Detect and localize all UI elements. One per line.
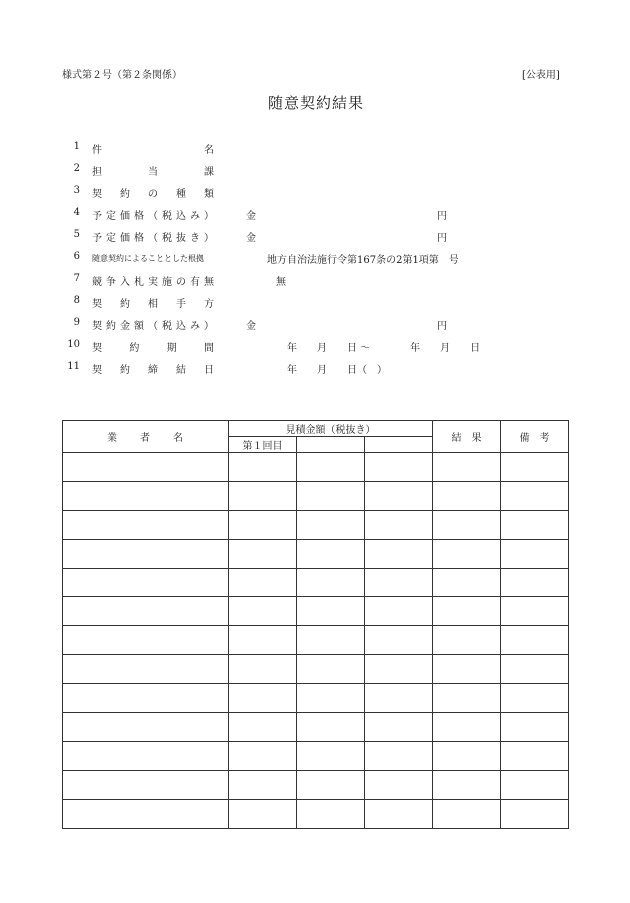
contract-item-row bbox=[0, 317, 630, 335]
table-row bbox=[63, 655, 569, 684]
table-cell bbox=[63, 510, 229, 539]
item-number: 9 bbox=[73, 317, 80, 328]
header-result: 結 果 bbox=[433, 421, 501, 453]
table-cell bbox=[297, 539, 365, 568]
table-cell bbox=[433, 510, 501, 539]
table-cell bbox=[229, 597, 297, 626]
table-cell bbox=[229, 453, 297, 482]
contract-item-row bbox=[0, 361, 630, 379]
table-cell bbox=[297, 741, 365, 770]
table-cell bbox=[297, 799, 365, 828]
table-cell bbox=[63, 713, 229, 742]
table-cell bbox=[365, 713, 433, 742]
table-cell bbox=[297, 626, 365, 655]
table-cell bbox=[365, 684, 433, 713]
public-use-label: [公表用] bbox=[522, 70, 560, 81]
table-row bbox=[63, 626, 569, 655]
table-cell bbox=[297, 481, 365, 510]
table-cell bbox=[229, 684, 297, 713]
table-row bbox=[63, 684, 569, 713]
table-cell bbox=[63, 799, 229, 828]
table-cell bbox=[229, 713, 297, 742]
header-vendor: 業 者 名 bbox=[63, 421, 229, 453]
table-cell bbox=[365, 741, 433, 770]
item-number: 6 bbox=[73, 251, 80, 262]
item-value: 地方自治法施行令第167条の2第1項第 号 bbox=[267, 255, 459, 266]
table-cell bbox=[229, 799, 297, 828]
table-cell bbox=[433, 626, 501, 655]
table-cell bbox=[433, 568, 501, 597]
form-number: 様式第２号（第２条関係） bbox=[62, 70, 182, 81]
table-row bbox=[63, 481, 569, 510]
table-cell bbox=[297, 510, 365, 539]
table-cell bbox=[365, 597, 433, 626]
table-cell bbox=[501, 481, 569, 510]
item-number: 10 bbox=[67, 339, 80, 350]
contract-item-row bbox=[0, 295, 630, 313]
table-cell bbox=[297, 713, 365, 742]
table-cell bbox=[501, 568, 569, 597]
table-cell bbox=[365, 510, 433, 539]
item-unit: 円 bbox=[437, 321, 447, 332]
item-label: 契 約 締 結 日 bbox=[92, 365, 214, 376]
contract-item-row bbox=[0, 273, 630, 291]
table-cell bbox=[365, 655, 433, 684]
item-value: 金 bbox=[246, 321, 256, 332]
contract-item-row bbox=[0, 339, 630, 357]
table-cell bbox=[63, 539, 229, 568]
table-cell bbox=[501, 453, 569, 482]
table-cell bbox=[501, 539, 569, 568]
table-cell bbox=[365, 453, 433, 482]
table-cell bbox=[229, 626, 297, 655]
table-cell bbox=[433, 713, 501, 742]
table-cell bbox=[63, 481, 229, 510]
contract-item-row bbox=[0, 185, 630, 203]
item-label: 予 定 価 格 （ 税 込 み ） bbox=[92, 211, 214, 222]
contract-item-row bbox=[0, 163, 630, 181]
item-unit: 円 bbox=[437, 211, 447, 222]
table-cell bbox=[229, 655, 297, 684]
item-number: 11 bbox=[67, 361, 80, 372]
table-cell bbox=[433, 799, 501, 828]
table-cell bbox=[297, 770, 365, 799]
table-cell bbox=[501, 684, 569, 713]
table-cell bbox=[229, 568, 297, 597]
table-cell bbox=[63, 655, 229, 684]
header-round-1: 第１回目 bbox=[229, 437, 297, 453]
table-cell bbox=[229, 510, 297, 539]
table-cell bbox=[501, 770, 569, 799]
table-cell bbox=[297, 655, 365, 684]
item-label: 随意契約によることとした根拠 bbox=[92, 254, 204, 263]
table-cell bbox=[297, 568, 365, 597]
item-value: 金 bbox=[246, 211, 256, 222]
table-cell bbox=[63, 770, 229, 799]
item-value: 年 月 日（ ） bbox=[287, 365, 387, 376]
header-round-3 bbox=[365, 437, 433, 453]
item-value: 金 bbox=[246, 233, 256, 244]
table-cell bbox=[433, 481, 501, 510]
table-cell bbox=[63, 626, 229, 655]
item-label: 契 約 金 額 （ 税 込 み ） bbox=[92, 321, 214, 332]
table-row bbox=[63, 597, 569, 626]
table-cell bbox=[433, 453, 501, 482]
table-cell bbox=[433, 597, 501, 626]
contract-item-row bbox=[0, 207, 630, 225]
item-label: 競 争 入 札 実 施 の 有 無 bbox=[92, 277, 214, 288]
item-number: 4 bbox=[73, 207, 80, 218]
table-row bbox=[63, 453, 569, 482]
item-number: 7 bbox=[73, 273, 80, 284]
header-round-2 bbox=[297, 437, 365, 453]
item-label: 契 約 期 間 bbox=[92, 343, 214, 354]
table-cell bbox=[365, 799, 433, 828]
table-cell bbox=[501, 741, 569, 770]
table-cell bbox=[297, 453, 365, 482]
table-row bbox=[63, 770, 569, 799]
table-row bbox=[63, 799, 569, 828]
table-cell bbox=[433, 539, 501, 568]
table-row bbox=[63, 741, 569, 770]
table-cell bbox=[433, 655, 501, 684]
table-cell bbox=[63, 453, 229, 482]
item-unit: 円 bbox=[437, 233, 447, 244]
contract-item-row bbox=[0, 141, 630, 159]
table-cell bbox=[365, 481, 433, 510]
table-cell bbox=[365, 626, 433, 655]
estimate-table bbox=[62, 420, 569, 829]
item-label: 担 当 課 bbox=[92, 167, 214, 178]
header-remarks: 備 考 bbox=[501, 421, 569, 453]
item-number: 8 bbox=[73, 295, 80, 306]
table-cell bbox=[501, 799, 569, 828]
item-value: 無 bbox=[276, 277, 286, 288]
table-cell bbox=[297, 597, 365, 626]
page-title: 随意契約結果 bbox=[268, 94, 365, 112]
contract-item-row bbox=[0, 229, 630, 247]
table-cell bbox=[229, 481, 297, 510]
table-cell bbox=[501, 626, 569, 655]
table-cell bbox=[63, 568, 229, 597]
item-label: 契 約 相 手 方 bbox=[92, 299, 214, 310]
table-cell bbox=[501, 510, 569, 539]
table-cell bbox=[501, 597, 569, 626]
table-cell bbox=[501, 713, 569, 742]
table-cell bbox=[63, 597, 229, 626]
table-row bbox=[63, 713, 569, 742]
item-label: 予 定 価 格 （ 税 抜 き ） bbox=[92, 233, 214, 244]
table-cell bbox=[229, 770, 297, 799]
item-number: 5 bbox=[73, 229, 80, 240]
table-row bbox=[63, 568, 569, 597]
table-row bbox=[63, 539, 569, 568]
item-label: 件 名 bbox=[92, 145, 214, 156]
item-value: 年 月 日 〜 年 月 日 bbox=[287, 343, 481, 354]
item-number: 2 bbox=[73, 163, 80, 174]
table-cell bbox=[297, 684, 365, 713]
table-cell bbox=[63, 684, 229, 713]
table-cell bbox=[501, 655, 569, 684]
table-cell bbox=[433, 770, 501, 799]
item-number: 1 bbox=[73, 141, 80, 152]
contract-item-row bbox=[0, 251, 630, 269]
item-number: 3 bbox=[73, 185, 80, 196]
item-label: 契 約 の 種 類 bbox=[92, 189, 214, 200]
table-row bbox=[63, 510, 569, 539]
table-cell bbox=[365, 568, 433, 597]
table-cell bbox=[433, 684, 501, 713]
table-cell bbox=[63, 741, 229, 770]
table-cell bbox=[365, 539, 433, 568]
table-cell bbox=[365, 770, 433, 799]
table-cell bbox=[229, 741, 297, 770]
header-estimate: 見積金額（税抜き） bbox=[229, 421, 433, 437]
table-cell bbox=[433, 741, 501, 770]
table-cell bbox=[229, 539, 297, 568]
